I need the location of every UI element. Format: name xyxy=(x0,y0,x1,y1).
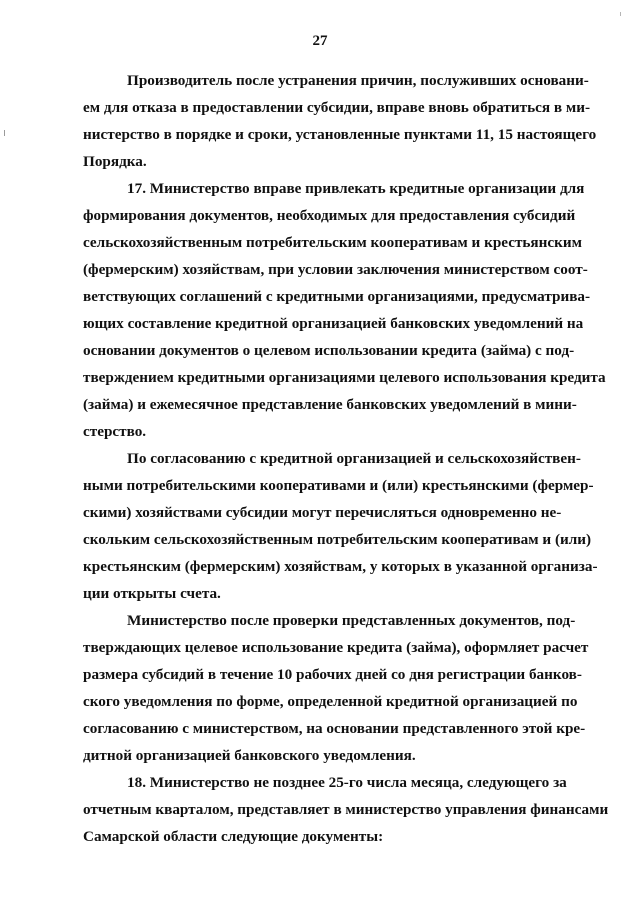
text-line: ными потребительскими кооперативами и (или) крестьянскими (фермер- xyxy=(83,477,594,494)
text-line: крестьянским (фермерским) хозяйствам, у которых в указанной организа- xyxy=(83,558,598,575)
text-line: дитной организацией банковского уведомления. xyxy=(83,747,416,764)
scan-mark xyxy=(620,12,621,16)
text-line: нистерство в порядке и сроки, установленные пунктами 11, 15 настоящего xyxy=(83,126,597,143)
text-line: согласованию с министерством, на основании представленного этой кре- xyxy=(83,720,586,737)
text-line: размера субсидий в течение 10 рабочих дней со дня регистрации банков- xyxy=(83,666,582,683)
text-line: Производитель после устранения причин, послуживших основани- xyxy=(127,72,589,89)
text-line: Самарской области следующие документы: xyxy=(83,828,384,845)
text-line: скольким сельскохозяйственным потребительским кооперативам и (или) xyxy=(83,531,592,548)
scan-mark xyxy=(4,130,5,136)
text-line: Министерство после проверки представленных документов, под- xyxy=(127,612,576,629)
text-line: 18. Министерство не позднее 25-го числа месяца, следующего за xyxy=(127,774,567,791)
text-line: По согласованию с кредитной организацией и сельскохозяйствен- xyxy=(127,450,581,467)
text-line: (фермерским) хозяйствам, при условии заключения министерством соот- xyxy=(83,261,588,278)
text-line: (займа) и ежемесячное представление банковских уведомлений в мини- xyxy=(83,396,577,413)
text-line: ветствующих соглашений с кредитными организациями, предусматрива- xyxy=(83,288,591,305)
text-line: Порядка. xyxy=(83,153,147,170)
text-line: ции открыты счета. xyxy=(83,585,221,602)
text-line: отчетным кварталом, представляет в министерство управления финансами xyxy=(83,801,609,818)
text-line: формирования документов, необходимых для предоставления субсидий xyxy=(83,207,576,224)
text-line: 17. Министерство вправе привлекать кредитные организации для xyxy=(127,180,585,197)
page-number: 27 xyxy=(312,33,328,49)
text-line: тверждающих целевое использование кредита (займа), оформляет расчет xyxy=(83,639,589,656)
text-line: ющих составление кредитной организацией банковских уведомлений на xyxy=(83,315,584,332)
text-line: ского уведомления по форме, определенной кредитной организацией по xyxy=(83,693,578,710)
text-line: скими) хозяйствами субсидии могут перечисляться одновременно не- xyxy=(83,504,562,521)
text-line: ем для отказа в предоставлении субсидии, вправе вновь обратиться в ми- xyxy=(83,99,591,116)
text-line: тверждением кредитными организациями целевого использования кредита xyxy=(83,369,606,386)
text-line: стерство. xyxy=(83,423,147,440)
text-line: сельскохозяйственным потребительским кооперативам и крестьянским xyxy=(83,234,582,251)
text-line: основании документов о целевом использовании кредита (займа) с под- xyxy=(83,342,575,359)
